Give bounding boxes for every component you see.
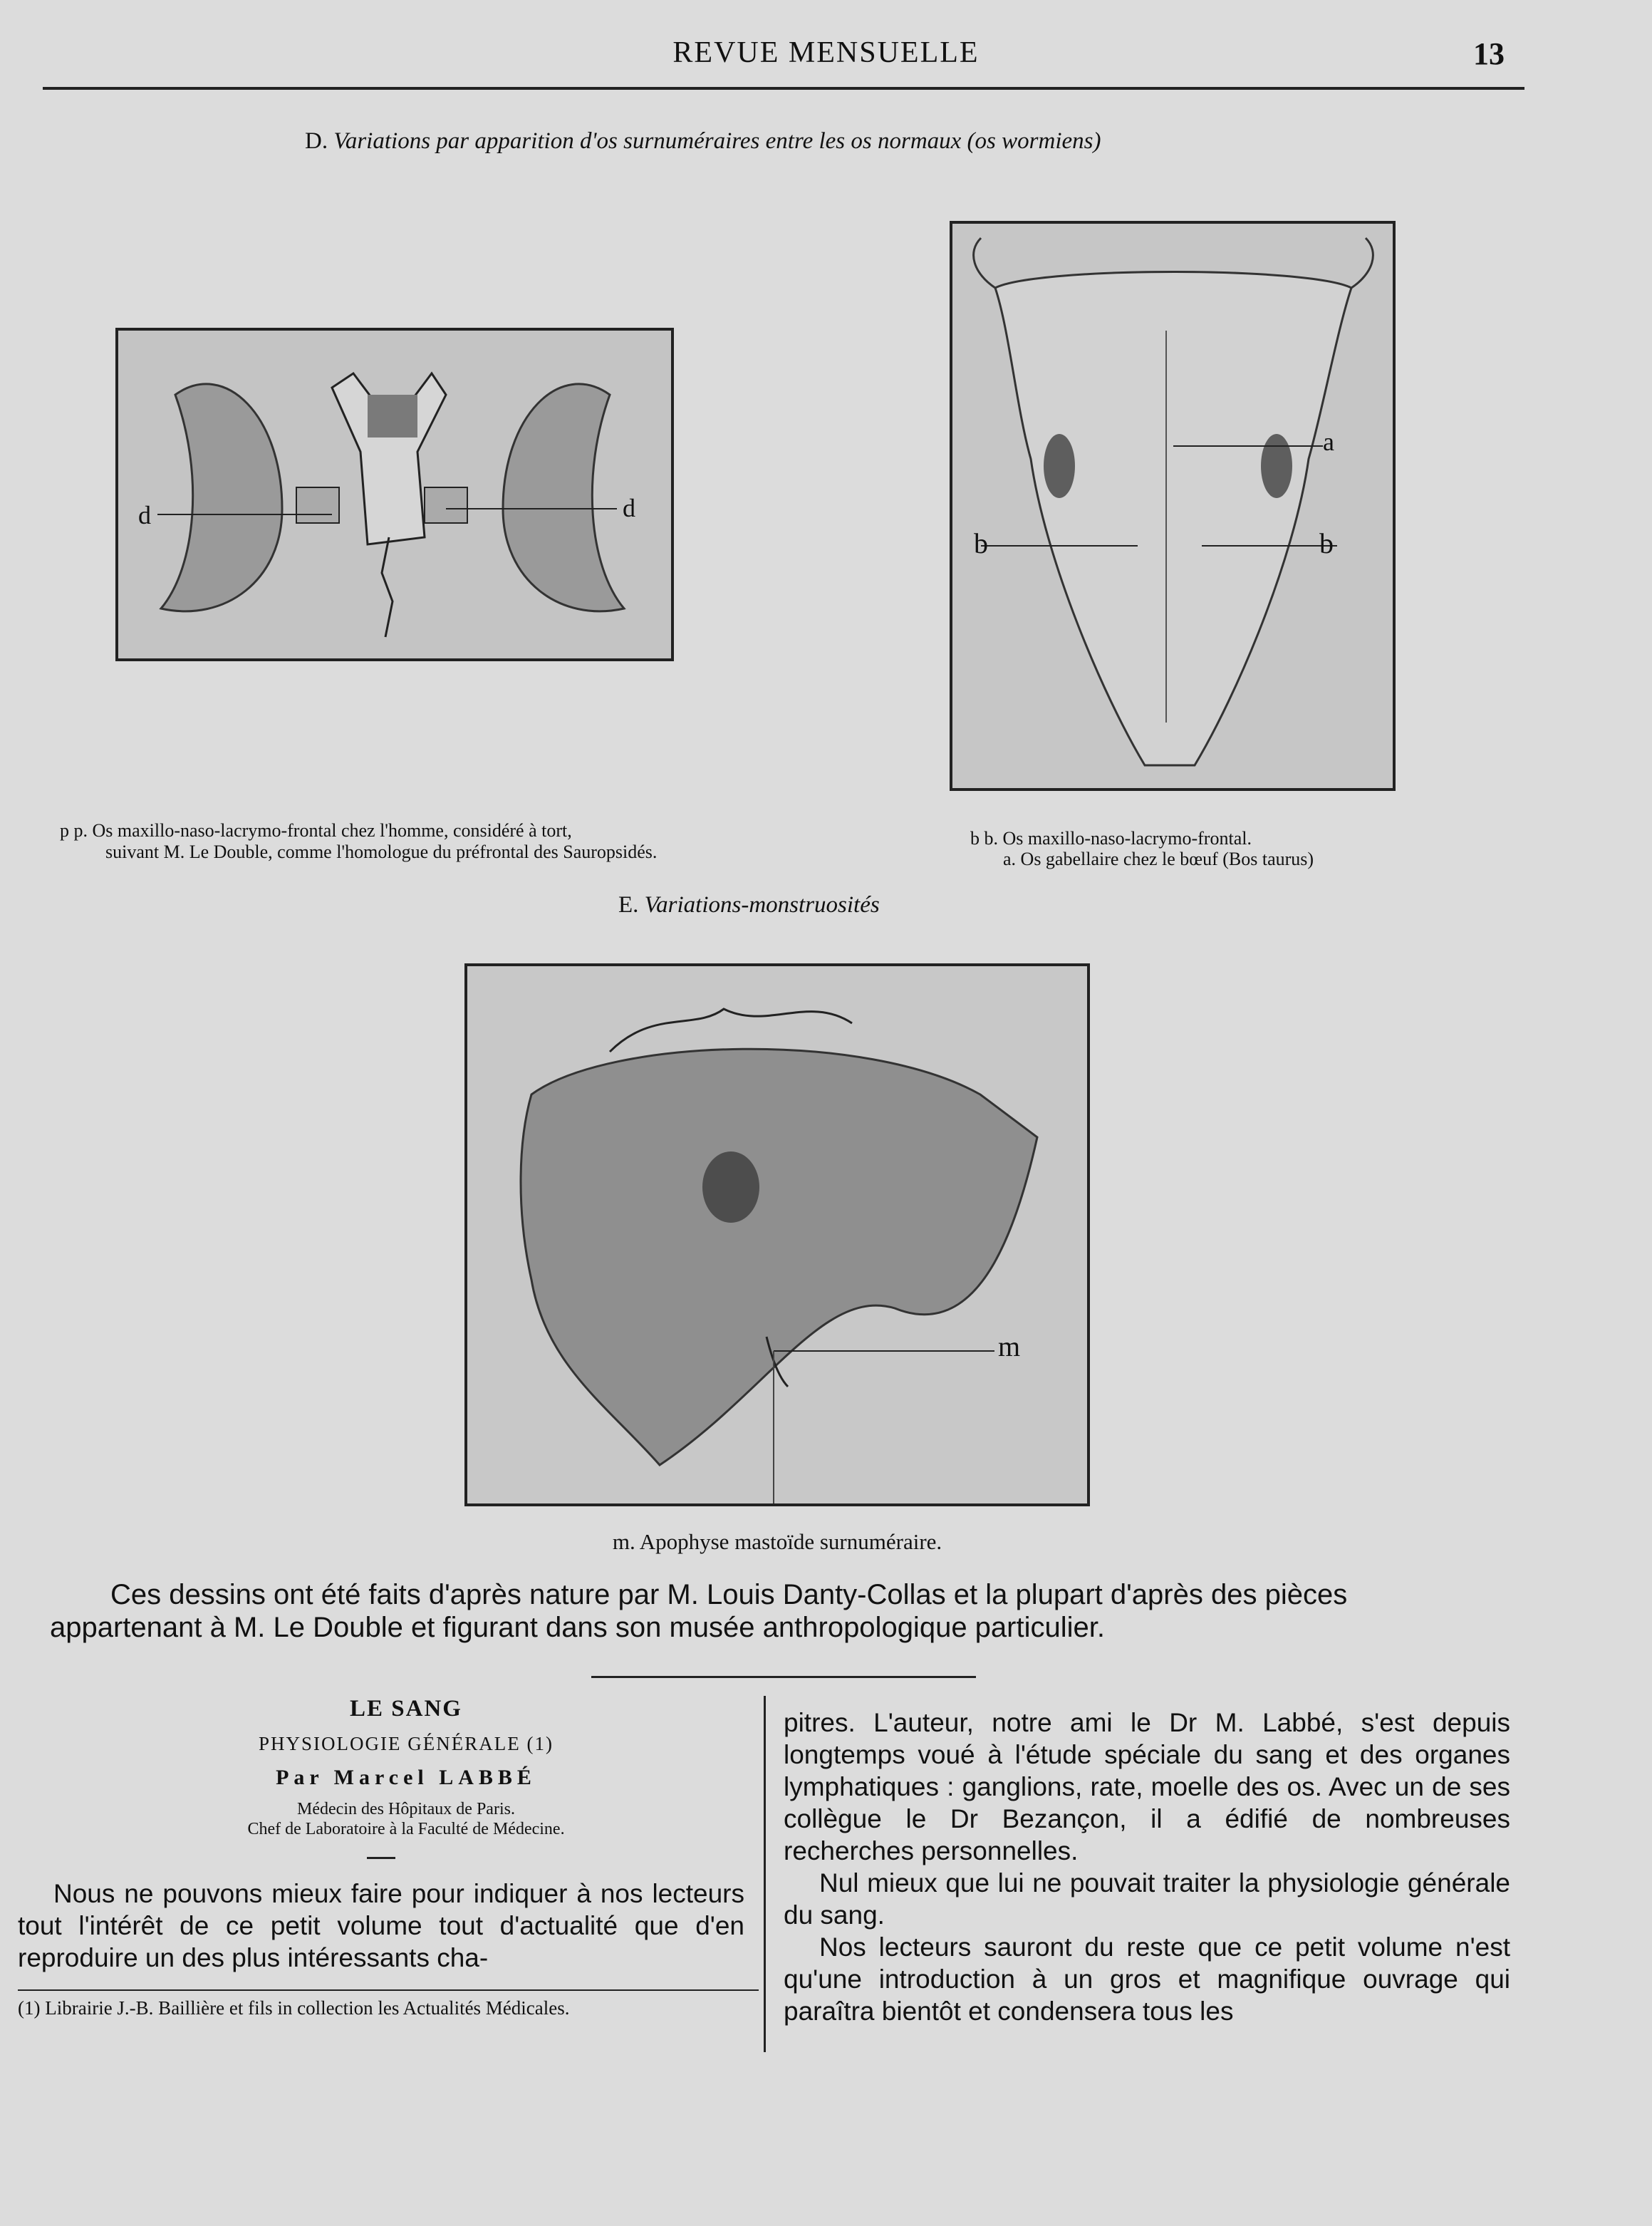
right-paragraph-3: Nos lecteurs sauront du reste que ce petit volume n'est qu'une introduction à un gros et magnifique ouvrage qui paraîtra bientôt et condensera tous les — [784, 1932, 1510, 2026]
left-paragraph: Nous ne pouvons mieux faire pour indiquer à nos lecteurs tout l'intérêt de ce petit volume tout d'actualité que d'en reproduire un des plus intéressants cha- — [18, 1879, 744, 1972]
section-e-letter: E. — [618, 892, 639, 918]
caption-right-line1: b b. Os maxillo-naso-lacrymo-frontal. — [970, 828, 1252, 849]
header-rule — [43, 87, 1524, 90]
section-e-title — [618, 892, 880, 918]
heading-dash — [367, 1857, 395, 1859]
section-d-letter: D. — [305, 128, 328, 154]
article-subtitle: PHYSIOLOGIE GÉNÉRALE (1) — [259, 1733, 554, 1754]
right-paragraph-1: pitres. L'auteur, notre ami le Dr M. Labbé, s'est depuis longtemps voué à l'étude spéciale du sang et des organes lymphatiques : ganglions, rate, moelle des os. Avec un de ses collègue le Dr Bezançon, il a édifié de nombreuses recherches personnelles. — [784, 1708, 1510, 1865]
separator-rule — [591, 1676, 976, 1678]
mastoid-illustration — [467, 966, 1087, 1503]
right-paragraph-2: Nul mieux que lui ne pouvait traiter la physiologie générale du sang. — [784, 1868, 1510, 1930]
left-column-text — [18, 1878, 744, 1974]
label-d-left: d — [138, 501, 151, 529]
column-rule — [764, 1696, 766, 2052]
label-b-right: b — [1319, 527, 1334, 559]
author-affiliation-1: Médecin des Hôpitaux de Paris. — [297, 1800, 515, 1818]
article-title: LE SANG — [350, 1696, 462, 1722]
label-m: m — [998, 1330, 1021, 1362]
label-b-left: b — [974, 527, 988, 559]
figure-human-skull — [115, 328, 674, 661]
footnote: (1) Librairie J.-B. Baillière et fils in collection les Actualités Médicales. — [18, 1997, 570, 2019]
section-d-text: Variations par apparition d'os surnuméraires entre les os normaux (os wormiens) — [333, 128, 1101, 154]
page-number: 13 — [1473, 36, 1505, 71]
credit-paragraph — [50, 1578, 1496, 1644]
figure-ox-skull — [950, 221, 1396, 791]
label-a: a — [1323, 428, 1334, 456]
article-author: Par Marcel LABBÉ — [276, 1766, 536, 1789]
credit-line2: appartenant à M. Le Double et figurant dans son musée anthropologique particulier. — [50, 1612, 1105, 1643]
label-d-right: d — [623, 494, 635, 522]
credit-line1: Ces dessins ont été faits d'après nature par M. Louis Danty-Collas et la plupart d'après des pièces — [110, 1579, 1348, 1610]
human-skull-illustration — [118, 331, 671, 658]
footnote-rule — [18, 1989, 759, 1991]
caption-center: m. Apophyse mastoïde surnuméraire. — [612, 1529, 942, 1554]
author-affiliation-2: Chef de Laboratoire à la Faculté de Médecine. — [247, 1820, 565, 1838]
caption-left-line1: p p. Os maxillo-naso-lacrymo-frontal chez l'homme, considéré à tort, — [60, 820, 572, 841]
figure-mastoid — [464, 963, 1090, 1506]
caption-right-line2: a. Os gabellaire chez le bœuf (Bos taurus) — [1003, 849, 1314, 869]
section-d-title — [305, 128, 1101, 155]
ox-skull-illustration — [952, 224, 1393, 788]
caption-left-line2: suivant M. Le Double, comme l'homologue du préfrontal des Sauropsidés. — [105, 842, 658, 862]
section-e-text: Variations-monstruosités — [644, 892, 880, 918]
running-title: REVUE MENSUELLE — [672, 36, 980, 69]
right-column-text — [784, 1707, 1510, 2027]
